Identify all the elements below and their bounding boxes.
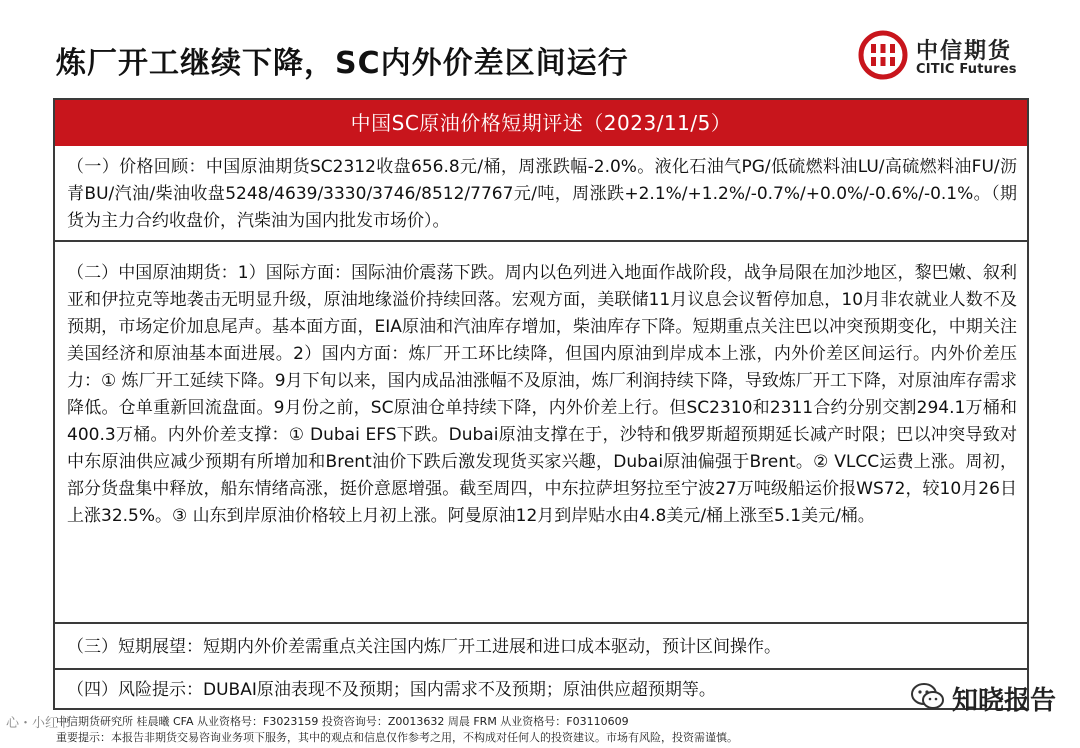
corner-watermark: 心・小红书: [6, 716, 72, 731]
logo-name-cn: 中信期货: [916, 39, 1013, 64]
section-crude-futures: （二）中国原油期货：1）国际方面：国际油价震荡下跌。周内以色列进入地面作战阶段，战争局限在加沙地区，黎巴嫩、叙利亚和伊拉克等地袭击无明显升级，原油地缘溢价持续回落。宏观方面，美联储11月议息会议暂停加息，10月非农就业人数不及预期，市场定价加息尾声。基本面方面，EIA原油和汽油库存增加，柴油库存下降。短期重点关注巴以冲突预期变化，中期关注美国经济和原油基本面进展。2）国内方面：炼厂开工环比续降，但国内原油到岸成本上涨，内外价差区间运行。内外价差压力：① 炼厂开工延续下降。9月下旬以来，国内成品油涨幅不及原油，炼厂利润持续下降，导致炼厂开工下降，对原油库存需求降低。仓单重新回流盘面。9月份之前，SC原油仓单持续下降，内外价差上行。但SC2310和2311合约分别交割294.1万桶和400.3万桶。内外价差支撑：① Dubai EFS下跌。Dubai原油支撑在于，沙特和俄罗斯超预期延长减产时限；巴以冲突导致对中东原油供应减少预期有所增加和Brent油价下跌后激发现货买家兴趣，Dubai原油偏强于Brent。② VLCC运费上涨。周初，部分货盘集中释放，船东情绪高涨，挺价意愿增强。截至周四，中东拉萨坦努拉至宁波27万吨级船运价报WS72，较10月26日上涨32.5%。③ 山东到岸原油价格较上月初上涨。阿曼原油12月到岸贴水由4.8美元/桶上涨至5.1美元/桶。: [67, 263, 1017, 526]
section-divider: [55, 668, 1027, 670]
section-divider: [55, 622, 1027, 624]
section-divider: [55, 240, 1027, 242]
citic-futures-logo: [858, 30, 1038, 84]
commentary-panel: [53, 98, 1029, 710]
citic-logo-icon: [858, 30, 908, 80]
logo-name-en: CITIC Futures: [916, 62, 1017, 77]
page-title: 炼厂开工继续下降，SC内外价差区间运行: [56, 46, 629, 81]
section-risk: （四）风险提示：DUBAI原油表现不及预期；国内需求不及预期；原油供应超预期等。: [67, 680, 716, 700]
wechat-account-name: 知晓报告: [952, 686, 1057, 716]
analyst-credentials: 中信期货研究所 桂晨曦 CFA 从业资格号：F3023159 投资咨询号：Z0013632 周晨 FRM 从业资格号：F03110609: [56, 715, 629, 728]
panel-header: 中国SC原油价格短期评述（2023/11/5）: [55, 100, 1027, 146]
wechat-icon: [910, 682, 946, 712]
disclaimer: 重要提示：本报告非期货交易咨询业务项下服务，其中的观点和信息仅作参考之用，不构成对任何人的投资建议。市场有风险，投资需谨慎。: [56, 731, 738, 744]
section-price-review: （一）价格回顾：中国原油期货SC2312收盘656.8元/桶，周涨跌幅-2.0%。液化石油气PG/低硫燃料油LU/高硫燃料油FU/沥青BU/汽油/柴油收盘5248/4639/3330/3746/8512/7767元/吨，周涨跌+2.1%/+1.2%/-0.7%/+0.0%/-0.6%/-0.1%。（期货为主力合约收盘价，汽柴油为国内批发市场价）。: [67, 157, 1017, 231]
section-outlook: （三）短期展望：短期内外价差需重点关注国内炼厂开工进展和进口成本驱动，预计区间操作。: [67, 637, 781, 657]
